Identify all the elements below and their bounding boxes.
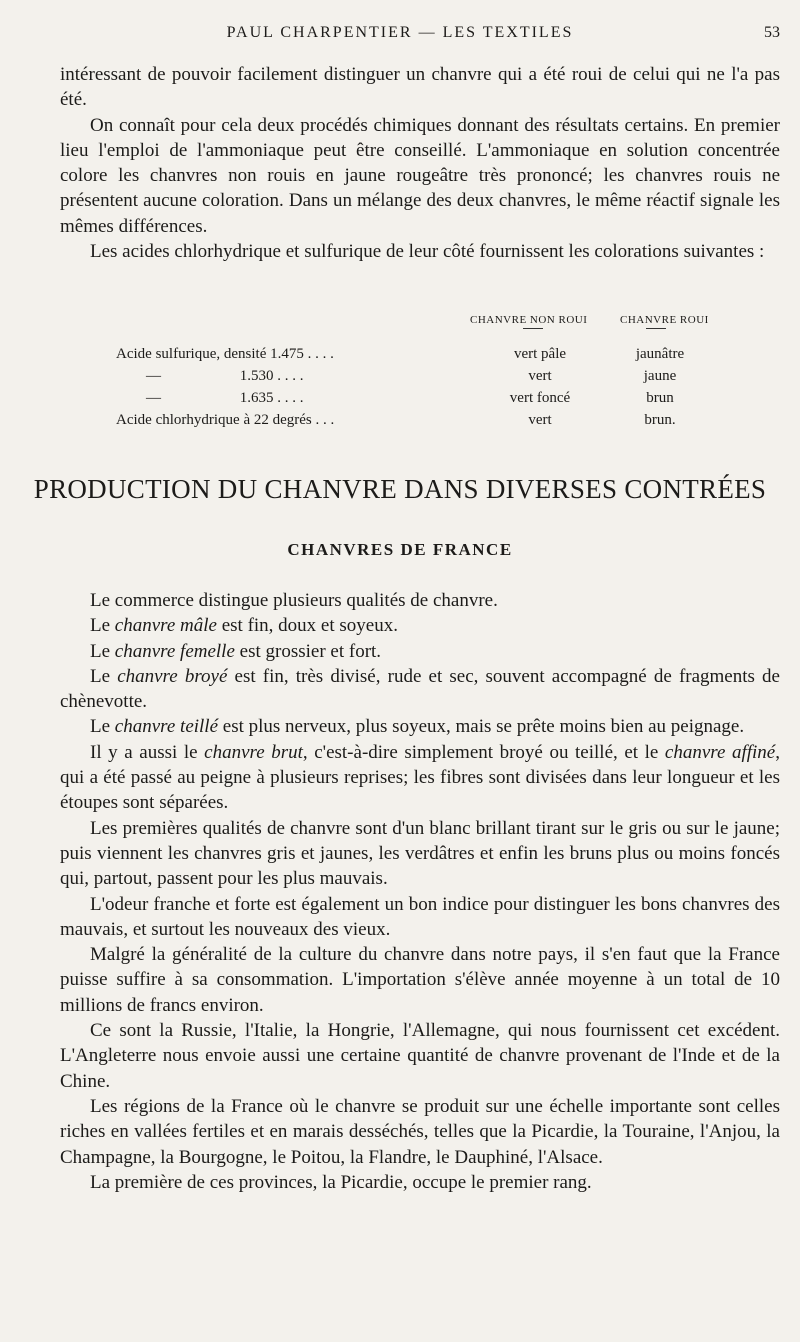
body-paragraph: Le commerce distingue plusieurs qualités de chanvre. — [90, 590, 498, 611]
text-run: , qui a été passé au peigne à plusieurs reprises; les fibres sont divisées dans leur longueur et les étoupes sont séparées. — [60, 741, 780, 814]
body-paragraph — [60, 740, 780, 816]
body-paragraph — [60, 613, 780, 638]
body-paragraph: L'odeur franche et forte est également un bon indice pour distinguer les bons chanvres des mauvais, et surtout les nouveaux des vieux. — [60, 893, 780, 940]
body-paragraph — [60, 639, 780, 664]
table-cell-reagent: Acide sulfurique, densité 1.475 . . . . — [116, 346, 334, 362]
intro-paragraph-3: Les acides chlorhydrique et sulfurique de leur côté fournissent les colorations suivantes : — [90, 241, 765, 263]
italic-term: chanvre affiné — [664, 741, 776, 763]
text-run: Le — [90, 665, 118, 687]
table-cell-roui: jaune — [643, 368, 677, 384]
intro-paragraph-1: intéressant de pouvoir facilement distinguer un chanvre qui a été roui de celui qui ne l'a pas été. — [60, 64, 780, 111]
body-paragraph — [60, 714, 780, 739]
body-paragraph: Malgré la généralité de la culture du chanvre dans notre pays, il s'en faut que la France puisse suffire à sa consommation. L'importation s'élève année moyenne à un total de 10 millions de francs environ. — [60, 944, 780, 1016]
table-cell-non-roui: vert foncé — [509, 390, 571, 406]
table-cell-non-roui: vert pâle — [513, 346, 567, 362]
page-number: 53 — [764, 24, 780, 41]
intro-text — [60, 62, 780, 264]
section-body — [60, 588, 780, 1195]
text-run: , c'est-à-dire simplement broyé ou teillé, et le — [302, 741, 665, 763]
text-run: est grossier et fort. — [234, 640, 382, 662]
intro-paragraph-2: On connaît pour cela deux procédés chimiques donnant des résultats certains. En premier lieu l'emploi de l'ammoniaque peut être conseillé. L'ammoniaque en solution concentrée colore les chanvres non rouis en jaune rougeâtre très prononcé; les chanvres rouis ne présentent aucune coloration. Dans un mélange des deux chanvres, le même réactif signale les mêmes différences. — [60, 114, 780, 237]
section-title: PRODUCTION DU CHANVRE DANS DIVERSES CONTRÉES — [33, 474, 767, 504]
text-run: est fin, doux et soyeux. — [216, 615, 398, 637]
body-paragraph — [60, 664, 780, 715]
text-run: Le — [90, 640, 115, 662]
body-paragraph: Ce sont la Russie, l'Italie, la Hongrie, l'Allemagne, qui nous fournissent cet excédent. L'Angleterre nous envoie aussi une certaine quantité de chanvre provenant de l'Inde et de la Chine. — [60, 1020, 780, 1092]
table-cell-roui: brun. — [644, 412, 676, 428]
table-col-rule — [646, 328, 666, 329]
body-paragraph: La première de ces provinces, la Picardie, occupe le premier rang. — [90, 1171, 592, 1193]
table-cell-non-roui: vert — [528, 412, 552, 428]
table-col-rule — [523, 328, 543, 329]
italic-term: chanvre brut — [204, 741, 303, 763]
table-cell-reagent: — 1.530 . . . . — [116, 368, 304, 384]
table-cell-reagent: Acide chlorhydrique à 22 degrés . . . — [116, 412, 335, 428]
table-row — [0, 412, 800, 432]
text-run: Le — [90, 716, 115, 738]
table-cell-roui: jaunâtre — [635, 346, 685, 362]
table-cell-reagent: — 1.635 . . . . — [116, 390, 304, 406]
table-row — [0, 346, 800, 366]
table-cell-roui: brun — [646, 390, 674, 406]
table-cell-non-roui: vert — [528, 368, 552, 384]
table-row — [0, 368, 800, 388]
table-col-header-non-roui: CHANVRE NON ROUI — [470, 314, 588, 326]
subsection-title: CHANVRES DE FRANCE — [287, 540, 513, 559]
table-col-header-roui: CHANVRE ROUI — [620, 314, 709, 326]
body-paragraph: Les régions de la France où le chanvre se produit sur une échelle importante sont celles riches en vallées fertiles et en marais desséchés, telles que la Picardie, la Touraine, l'Anjou, la Champagne, la Bourgogne, le Poitou, la Flandre, le Dauphiné, l'Alsace. — [60, 1095, 780, 1168]
text-run: est fin, très divisé, rude et sec, souvent accompagné de fragments de chènevotte. — [60, 665, 780, 713]
text-run: est plus nerveux, plus soyeux, mais se prête moins bien au peignage. — [218, 716, 745, 738]
text-run: Il y a aussi le — [90, 741, 205, 763]
table-row — [0, 390, 800, 410]
italic-term: chanvre teillé — [114, 716, 219, 738]
body-paragraph: Les premières qualités de chanvre sont d'un blanc brillant tirant sur le gris ou sur le jaune; puis viennent les chanvres gris et jaunes, les verdâtres et enfin les bruns plus ou moins foncés qui, partout, passent pour les plus mauvais. — [60, 817, 780, 890]
running-title: PAUL CHARPENTIER — LES TEXTILES — [226, 24, 574, 41]
italic-term: chanvre broyé — [117, 665, 228, 687]
italic-term: chanvre mâle — [114, 615, 217, 637]
running-head — [0, 24, 800, 48]
text-run: Le — [90, 615, 115, 637]
italic-term: chanvre femelle — [114, 640, 235, 662]
